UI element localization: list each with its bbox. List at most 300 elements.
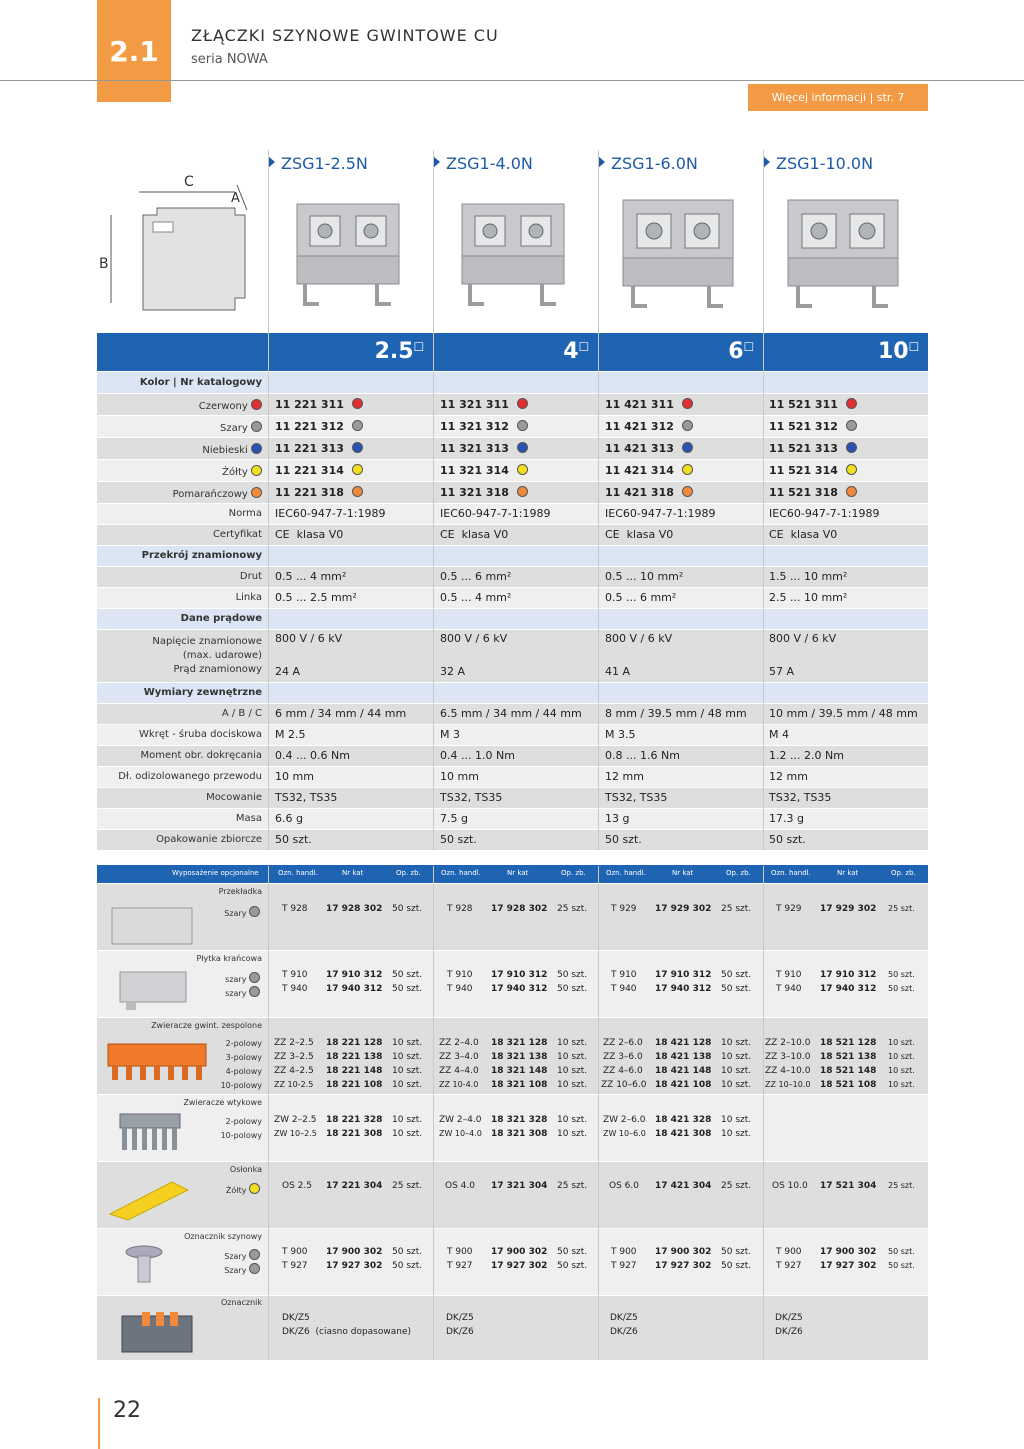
table-cell: 18 521 108 [820, 1080, 877, 1090]
table-cell: T 910 [447, 970, 473, 980]
spec-value: CE klasa V0 [769, 528, 838, 541]
table-cell: 18 421 138 [655, 1052, 712, 1062]
table-cell: 10 szt. [392, 1052, 423, 1062]
table-cell: OS 10.0 [772, 1181, 808, 1191]
acc-title: Przekładka [218, 887, 262, 896]
acc-title: Zwieracze wtykowe [183, 1098, 262, 1107]
catalog-number: 11 221 318 [275, 486, 363, 499]
spec-value: 8 mm / 39.5 mm / 48 mm [605, 707, 747, 720]
catalog-number: 11 421 312 [605, 420, 693, 433]
spec-value: CE klasa V0 [605, 528, 674, 541]
diagram-label-a: A [231, 191, 240, 206]
table-cell: 17 900 302 [491, 1247, 548, 1257]
table-cell: 10 szt. [392, 1115, 423, 1125]
col-header: Op. zb. [561, 869, 586, 877]
size-label: 4□ [563, 339, 589, 364]
catalog-number: 11 521 314 [769, 464, 857, 477]
table-cell: 17 940 312 [820, 984, 877, 994]
table-cell: 17 910 312 [326, 970, 383, 980]
acc-sub: Szary [224, 1249, 260, 1261]
spec-value: M 2.5 [275, 728, 306, 741]
col-header: Ozn. handl. [441, 869, 481, 877]
table-cell: T 900 [282, 1247, 308, 1257]
table-cell: 50 szt. [557, 970, 588, 980]
spec-value: TS32, TS35 [275, 791, 338, 804]
spec-value: 1.2 ... 2.0 Nm [769, 749, 844, 762]
table-cell: 17 910 312 [655, 970, 712, 980]
table-cell: 18 221 108 [326, 1080, 383, 1090]
spec-value: TS32, TS35 [769, 791, 832, 804]
table-cell: 10 szt. [721, 1052, 752, 1062]
spec-label: Wymiary zewnętrzne [143, 687, 262, 698]
spec-value: 0.5 ... 4 mm² [275, 570, 347, 583]
spec-value: 0.5 ... 6 mm² [605, 591, 677, 604]
table-cell: 10 szt. [888, 1066, 915, 1075]
table-cell: 50 szt. [888, 984, 915, 993]
col-header: Ozn. handl. [278, 869, 318, 877]
spec-value: 800 V / 6 kV [769, 632, 837, 645]
col-header: Ozn. handl. [771, 869, 811, 877]
table-cell: T 940 [447, 984, 473, 994]
table-cell: 50 szt. [392, 970, 423, 980]
col-header: Nr kat [837, 869, 859, 877]
table-cell: ZZ 10-2.5 [274, 1080, 314, 1089]
spec-label: Kolor | Nr katalogowy [139, 377, 262, 388]
acc-sub: 4-polowy [225, 1067, 262, 1076]
table-cell: ZZ 3–4.0 [439, 1052, 479, 1062]
page-number: 22 [113, 1398, 141, 1423]
table-cell: OS 2.5 [282, 1181, 312, 1191]
table-cell: T 927 [611, 1261, 637, 1271]
table-cell: ZW 2–6.0 [603, 1115, 646, 1125]
spec-value: 10 mm [275, 770, 314, 783]
spec-value: 13 g [605, 812, 630, 825]
col-header: Nr kat [507, 869, 529, 877]
table-cell: 18 221 148 [326, 1066, 383, 1076]
col-header: Ozn. handl. [606, 869, 646, 877]
spec-value: 0.5 ... 10 mm² [605, 570, 684, 583]
acc-sub: Szary [224, 906, 260, 918]
table-cell: 10 szt. [557, 1066, 588, 1076]
spec-value: 0.5 ... 2.5 mm² [275, 591, 357, 604]
product-image [615, 196, 741, 312]
table-cell: 17 940 312 [326, 984, 383, 994]
spec-value: 0.5 ... 6 mm² [440, 570, 512, 583]
table-cell: 10 szt. [721, 1080, 752, 1090]
table-cell: 18 321 308 [491, 1129, 548, 1139]
catalog-number: 11 521 312 [769, 420, 857, 433]
table-cell: T 900 [447, 1247, 473, 1257]
table-cell: 50 szt. [888, 1247, 915, 1256]
table-cell: 50 szt. [392, 984, 423, 994]
table-cell: ZZ 3–6.0 [603, 1052, 643, 1062]
table-cell: 18 321 108 [491, 1080, 548, 1090]
table-cell: 25 szt. [721, 1181, 752, 1191]
table-cell: 17 940 312 [491, 984, 548, 994]
table-cell: DK/Z5 [282, 1313, 310, 1323]
spec-value: 10 mm / 39.5 mm / 48 mm [769, 707, 918, 720]
col-header: Nr kat [342, 869, 364, 877]
model-title: ZSG1-6.0N [598, 154, 698, 173]
table-cell: ZZ 2–6.0 [603, 1038, 643, 1048]
spec-value: 50 szt. [440, 833, 477, 846]
table-cell: 10 szt. [721, 1038, 752, 1048]
table-cell: T 928 [447, 904, 473, 914]
acc-sub: Szary [224, 1263, 260, 1275]
table-cell: ZW 10–2.5 [274, 1129, 317, 1138]
acc-sub: 10-polowy [220, 1131, 262, 1140]
acc-sub: Żółty [226, 1183, 260, 1195]
col-header: Nr kat [672, 869, 694, 877]
table-cell: OS 4.0 [445, 1181, 475, 1191]
model-title: ZSG1-10.0N [763, 154, 873, 173]
catalog-number: 11 521 318 [769, 486, 857, 499]
table-cell: 18 521 138 [820, 1052, 877, 1062]
product-image [780, 196, 906, 312]
table-cell: T 927 [776, 1261, 802, 1271]
spec-value: 10 mm [440, 770, 479, 783]
table-cell: 10 szt. [721, 1129, 752, 1139]
acc-sub: szary [225, 986, 260, 998]
table-cell: 10 szt. [392, 1080, 423, 1090]
spec-value: IEC60-947-7-1:1989 [275, 507, 386, 520]
spec-value: 6 mm / 34 mm / 44 mm [275, 707, 407, 720]
table-cell: 17 927 302 [491, 1261, 548, 1271]
acc-title: Oznacznik [221, 1298, 262, 1307]
table-cell: 18 521 148 [820, 1066, 877, 1076]
table-cell: 50 szt. [721, 1261, 752, 1271]
end-plate-image [114, 966, 190, 1012]
spec-label: Czerwony [199, 399, 262, 412]
acc-sub: 2-polowy [225, 1039, 262, 1048]
table-cell: DK/Z6 (ciasno dopasowane) [282, 1327, 412, 1337]
table-cell: DK/Z6 [775, 1327, 803, 1337]
table-cell: 18 421 148 [655, 1066, 712, 1076]
table-cell: 17 928 302 [326, 904, 383, 914]
spec-label: Dł. odizolowanego przewodu [118, 771, 262, 782]
col-header: Op. zb. [726, 869, 751, 877]
spec-label: Dane prądowe [180, 613, 262, 624]
spec-value: 50 szt. [605, 833, 642, 846]
table-cell: ZW 2–2.5 [274, 1115, 317, 1125]
table-cell: 18 421 308 [655, 1129, 712, 1139]
table-cell: 18 221 308 [326, 1129, 383, 1139]
table-cell: 25 szt. [888, 904, 915, 913]
table-cell: 17 910 312 [820, 970, 877, 980]
spec-value: CE klasa V0 [275, 528, 344, 541]
dimension-diagram [97, 170, 267, 320]
catalog-number: 11 221 313 [275, 442, 363, 455]
catalog-number: 11 421 318 [605, 486, 693, 499]
table-cell: 25 szt. [557, 1181, 588, 1191]
table-cell: 10 szt. [888, 1052, 915, 1061]
spec-label: Przekrój znamionowy [141, 550, 262, 561]
table-cell: 18 221 128 [326, 1038, 383, 1048]
catalog-number: 11 321 318 [440, 486, 528, 499]
table-cell: DK/Z5 [610, 1313, 638, 1323]
spec-value: 7.5 g [440, 812, 468, 825]
table-cell: 17 221 304 [326, 1181, 383, 1191]
product-image [450, 196, 576, 312]
spec-value: 50 szt. [275, 833, 312, 846]
spec-label: Mocowanie [206, 792, 262, 803]
diagram-label-b: B [99, 256, 109, 272]
table-cell: ZZ 3–10.0 [765, 1052, 811, 1062]
table-cell: 50 szt. [392, 1247, 423, 1257]
table-cell: DK/Z6 [610, 1327, 638, 1337]
table-cell: 18 321 138 [491, 1052, 548, 1062]
table-cell: T 900 [776, 1247, 802, 1257]
spec-label: Masa [235, 813, 262, 824]
table-cell: 50 szt. [557, 1247, 588, 1257]
catalog-number: 11 421 314 [605, 464, 693, 477]
table-cell: 50 szt. [392, 904, 423, 914]
table-cell: 10 szt. [557, 1052, 588, 1062]
table-cell: 18 321 148 [491, 1066, 548, 1076]
cover-image [106, 1176, 192, 1224]
spec-value: 57 A [769, 665, 795, 678]
spec-value: 50 szt. [769, 833, 806, 846]
spec-value: 6.5 mm / 34 mm / 44 mm [440, 707, 582, 720]
catalog-number: 11 321 312 [440, 420, 528, 433]
table-cell: 17 900 302 [326, 1247, 383, 1257]
page-title: ZŁĄCZKI SZYNOWE GWINTOWE CU [191, 26, 499, 45]
spec-value: M 3.5 [605, 728, 636, 741]
table-cell: DK/Z6 [446, 1327, 474, 1337]
table-cell: 18 221 328 [326, 1115, 383, 1125]
table-cell: ZZ 4–2.5 [274, 1066, 314, 1076]
table-cell: 17 910 312 [491, 970, 548, 980]
jumper-image [104, 1036, 210, 1088]
table-cell: 10 szt. [557, 1115, 588, 1125]
catalog-number: 11 321 314 [440, 464, 528, 477]
spec-value: 0.8 ... 1.6 Nm [605, 749, 680, 762]
page-number-rule [98, 1398, 100, 1449]
table-cell: 10 szt. [557, 1038, 588, 1048]
spec-value: 800 V / 6 kV [440, 632, 508, 645]
table-cell: 10 szt. [721, 1066, 752, 1076]
spec-label: Pomarańczowy [173, 487, 262, 500]
table-cell: T 940 [611, 984, 637, 994]
size-label: 10□ [877, 339, 919, 364]
catalog-number: 11 321 311 [440, 398, 528, 411]
table-cell: ZZ 10–10.0 [765, 1080, 811, 1089]
spec-value: M 3 [440, 728, 460, 741]
table-cell: ZZ 10–6.0 [601, 1080, 647, 1090]
table-cell: 25 szt. [392, 1181, 423, 1191]
table-cell: 17 927 302 [655, 1261, 712, 1271]
table-cell: ZZ 4–10.0 [765, 1066, 811, 1076]
spec-value: IEC60-947-7-1:1989 [605, 507, 716, 520]
catalog-number: 11 221 314 [275, 464, 363, 477]
spec-value: 32 A [440, 665, 466, 678]
acc-sub: 10-polowy [220, 1081, 262, 1090]
spec-value: 41 A [605, 665, 631, 678]
table-cell: 18 321 128 [491, 1038, 548, 1048]
table-cell: OS 6.0 [609, 1181, 639, 1191]
spec-label: Linka [235, 592, 262, 603]
spec-value: 24 A [275, 665, 301, 678]
table-cell: ZZ 2–10.0 [765, 1038, 811, 1048]
spec-label: Wkręt - śruba dociskowa [139, 729, 262, 740]
table-cell: T 929 [611, 904, 637, 914]
spec-value: CE klasa V0 [440, 528, 509, 541]
spec-label: Certyfikat [212, 529, 262, 540]
table-cell: 10 szt. [392, 1066, 423, 1076]
spec-value: 17.3 g [769, 812, 804, 825]
catalog-number: 11 221 311 [275, 398, 363, 411]
table-cell: 18 221 138 [326, 1052, 383, 1062]
table-cell: 50 szt. [888, 970, 915, 979]
table-cell: 50 szt. [557, 1261, 588, 1271]
catalog-number: 11 521 311 [769, 398, 857, 411]
page-subtitle: seria NOWA [191, 52, 268, 67]
marker-image [118, 1306, 196, 1358]
acc-sub: 3-polowy [225, 1053, 262, 1062]
col-header: Op. zb. [396, 869, 421, 877]
size-bar [97, 333, 928, 371]
table-cell: 17 927 302 [820, 1261, 877, 1271]
product-image [285, 196, 411, 312]
plug-jumper-image [116, 1110, 184, 1156]
table-cell: ZZ 4–4.0 [439, 1066, 479, 1076]
table-cell: 25 szt. [557, 904, 588, 914]
table-cell: 17 929 302 [655, 904, 712, 914]
spec-value: 12 mm [769, 770, 808, 783]
table-cell: T 940 [776, 984, 802, 994]
table-cell: DK/Z5 [446, 1313, 474, 1323]
spec-label: (max. udarowe) [182, 650, 262, 661]
section-badge: 2.1 [97, 0, 171, 102]
table-cell: T 927 [282, 1261, 308, 1271]
catalog-number: 11 221 312 [275, 420, 363, 433]
model-title: ZSG1-2.5N [268, 154, 368, 173]
spec-value: 800 V / 6 kV [275, 632, 343, 645]
accessories-title: Wyposażenie opcjonalne [172, 869, 259, 877]
table-cell: 10 szt. [557, 1080, 588, 1090]
table-cell: 50 szt. [721, 1247, 752, 1257]
spec-value: IEC60-947-7-1:1989 [440, 507, 551, 520]
spec-label: Napięcie znamionowe [152, 636, 262, 647]
table-cell: 17 900 302 [655, 1247, 712, 1257]
table-cell: 10 szt. [392, 1038, 423, 1048]
table-cell: ZW 2–4.0 [439, 1115, 482, 1125]
table-cell: 50 szt. [557, 984, 588, 994]
spec-value: 0.5 ... 4 mm² [440, 591, 512, 604]
col-header: Op. zb. [891, 869, 916, 877]
table-cell: ZW 10–6.0 [603, 1129, 646, 1138]
spec-label: Prąd znamionowy [173, 664, 262, 675]
table-cell: ZZ 10-4.0 [439, 1080, 479, 1089]
table-cell: 17 421 304 [655, 1181, 712, 1191]
table-cell: 50 szt. [392, 1261, 423, 1271]
table-cell: ZW 10–4.0 [439, 1129, 482, 1138]
spec-value: 0.4 ... 1.0 Nm [440, 749, 515, 762]
table-cell: ZZ 2–4.0 [439, 1038, 479, 1048]
table-cell: 17 929 302 [820, 904, 877, 914]
spec-label: Niebieski [202, 443, 262, 456]
table-cell: 10 szt. [557, 1129, 588, 1139]
table-cell: ZZ 2–2.5 [274, 1038, 314, 1048]
table-cell: 50 szt. [888, 1261, 915, 1270]
spec-value: 1.5 ... 10 mm² [769, 570, 848, 583]
spec-label: Szary [220, 421, 262, 434]
spec-value: TS32, TS35 [605, 791, 668, 804]
spec-label: Opakowanie zbiorcze [156, 834, 262, 845]
spec-label: Moment obr. dokręcania [140, 750, 262, 761]
table-cell: T 940 [282, 984, 308, 994]
table-cell: 18 421 328 [655, 1115, 712, 1125]
table-cell: ZZ 4–6.0 [603, 1066, 643, 1076]
size-label: 2.5□ [374, 339, 424, 364]
more-info-link[interactable]: Więcej informacji | str. 7 [748, 84, 928, 111]
spec-value: 2.5 ... 10 mm² [769, 591, 848, 604]
model-title: ZSG1-4.0N [433, 154, 533, 173]
size-label: 6□ [728, 339, 754, 364]
table-cell: T 910 [282, 970, 308, 980]
table-cell: 10 szt. [888, 1038, 915, 1047]
acc-title: Płytka krańcowa [196, 954, 262, 963]
catalog-number: 11 421 313 [605, 442, 693, 455]
table-cell: 18 421 128 [655, 1038, 712, 1048]
acc-sub: 2-polowy [225, 1117, 262, 1126]
table-cell: 17 940 312 [655, 984, 712, 994]
spec-value: IEC60-947-7-1:1989 [769, 507, 880, 520]
acc-sub: szary [225, 972, 260, 984]
table-cell: 10 szt. [392, 1129, 423, 1139]
table-cell: 10 szt. [888, 1080, 915, 1089]
table-cell: 18 521 128 [820, 1038, 877, 1048]
acc-cell: T 928 [282, 904, 308, 914]
marker-holder-image [120, 1242, 168, 1290]
table-cell: ZZ 3–2.5 [274, 1052, 314, 1062]
table-cell: 17 521 304 [820, 1181, 877, 1191]
table-cell: 50 szt. [721, 970, 752, 980]
table-cell: 50 szt. [721, 984, 752, 994]
table-cell: 17 321 304 [491, 1181, 548, 1191]
table-cell: T 910 [611, 970, 637, 980]
table-cell: T 900 [611, 1247, 637, 1257]
catalog-number: 11 421 311 [605, 398, 693, 411]
spec-value: M 4 [769, 728, 789, 741]
spec-value: 800 V / 6 kV [605, 632, 673, 645]
table-cell: 17 900 302 [820, 1247, 877, 1257]
table-cell: T 927 [447, 1261, 473, 1271]
spacer-image [104, 902, 196, 948]
spec-value: 12 mm [605, 770, 644, 783]
spec-value: 6.6 g [275, 812, 303, 825]
table-cell: T 929 [776, 904, 802, 914]
spec-label: Żółty [222, 465, 262, 478]
spec-label: A / B / C [221, 708, 262, 719]
acc-title: Zwieracze gwint. zespolone [151, 1021, 262, 1030]
table-cell: 25 szt. [721, 904, 752, 914]
catalog-number: 11 321 313 [440, 442, 528, 455]
table-cell: 25 szt. [888, 1181, 915, 1190]
catalog-number: 11 521 313 [769, 442, 857, 455]
spec-label: Drut [239, 571, 262, 582]
table-cell: 18 321 328 [491, 1115, 548, 1125]
table-cell: 17 927 302 [326, 1261, 383, 1271]
table-cell: T 910 [776, 970, 802, 980]
table-cell: 10 szt. [721, 1115, 752, 1125]
diagram-label-c: C [184, 174, 194, 190]
acc-title: Oznacznik szynowy [184, 1232, 262, 1241]
spec-label: Norma [228, 508, 262, 519]
spec-value: TS32, TS35 [440, 791, 503, 804]
acc-title: Osłonka [229, 1165, 262, 1174]
spec-value: 0.4 ... 0.6 Nm [275, 749, 350, 762]
